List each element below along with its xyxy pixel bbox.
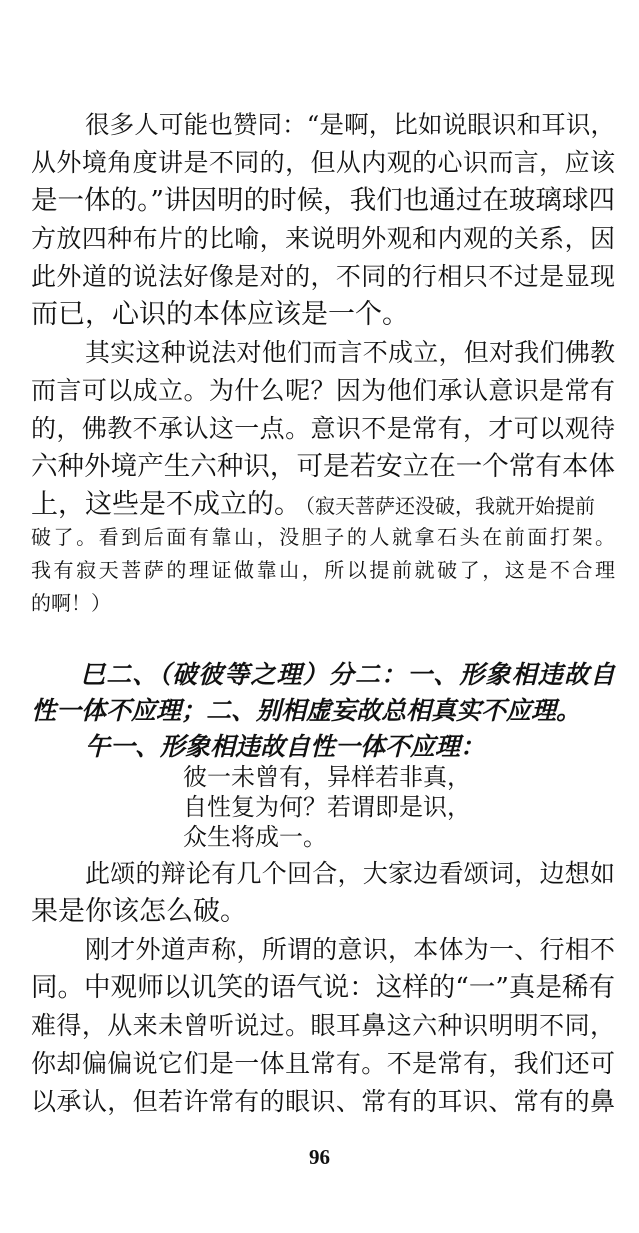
paragraph-4-line-3: 难得，从来未曾听说过。眼耳鼻这六种识明明不同， <box>31 1011 615 1040</box>
paragraph-1-line-3: 是一体的。”讲因明的时候，我们也通过在玻璃球四 <box>31 185 615 216</box>
paragraph-1-line-2: 从外境角度讲是不同的，但从内观的心识而言，应该 <box>31 148 615 177</box>
section-heading-line-2: 性一体不应理；二、别相虚妄故总相真实不应理。 <box>31 696 582 725</box>
paragraph-3-line-1: 此颂的辩论有几个回合，大家边看颂词，边想如 <box>85 859 615 888</box>
page-number: 96 <box>309 1145 330 1169</box>
paragraph-2-line-5 <box>31 488 615 523</box>
annotation-note-line-1: （寂天菩萨还没破，我就开始提前 <box>305 494 595 518</box>
paragraph-4-line-4: 你却偏偏说它们是一体且常有。不是常有，我们还可 <box>31 1049 615 1078</box>
subsection-heading: 午一、形象相违故自性一体不应理： <box>85 732 486 761</box>
paragraph-3-line-2: 果是你该怎么破。 <box>31 896 247 927</box>
section-heading-line-1: 巳二、（破彼等之理）分二：一、形象相违故自 <box>80 660 615 689</box>
paragraph-2-line-5-main: 上，这些是不成立的。 <box>31 489 301 520</box>
paragraph-1-line-1: 很多人可能也赞同：“是啊，比如说眼识和耳识， <box>85 110 615 139</box>
paragraph-2-line-4: 六种外境产生六种识，可是若安立在一个常有本体 <box>31 451 615 482</box>
paragraph-1-line-4: 方放四种布片的比喻，来说明外观和内观的关系，因 <box>31 224 615 253</box>
paragraph-2-line-3: 的，佛教不承认这一点。意识不是常有，才可以观待 <box>31 414 615 443</box>
annotation-note-line-3: 我有寂天菩萨的理证做靠山，所以提前就破了，这是不合理 <box>31 558 615 582</box>
annotation-note-line-4: 的啊！） <box>31 591 111 615</box>
paragraph-1-line-5: 此外道的说法好像是对的，不同的行相只不过是显现 <box>31 262 615 291</box>
verse-line-2: 自性复为何？若谓即是识， <box>183 793 471 821</box>
paragraph-2-line-2: 而言可以成立。为什么呢？因为他们承认意识是常有 <box>31 376 615 405</box>
paragraph-1-line-6: 而已，心识的本体应该是一个。 <box>31 299 409 330</box>
annotation-note-line-2: 破了。看到后面有靠山，没胆子的人就拿石头在前面打架。 <box>31 525 615 549</box>
paragraph-2-line-1: 其实这种说法对他们而言不成立，但对我们佛教 <box>85 338 615 367</box>
verse-line-3: 众生将成一。 <box>183 823 327 851</box>
paragraph-4-line-1: 刚才外道声称，所谓的意识，本体为一、行相不 <box>85 935 615 964</box>
paragraph-4-line-5: 以承认，但若许常有的眼识、常有的耳识、常有的鼻 <box>31 1087 615 1116</box>
verse-line-1: 彼一未曾有，异样若非真， <box>183 763 471 791</box>
paragraph-4-line-2: 同。中观师以讥笑的语气说：这样的“一”真是稀有 <box>31 972 615 1003</box>
